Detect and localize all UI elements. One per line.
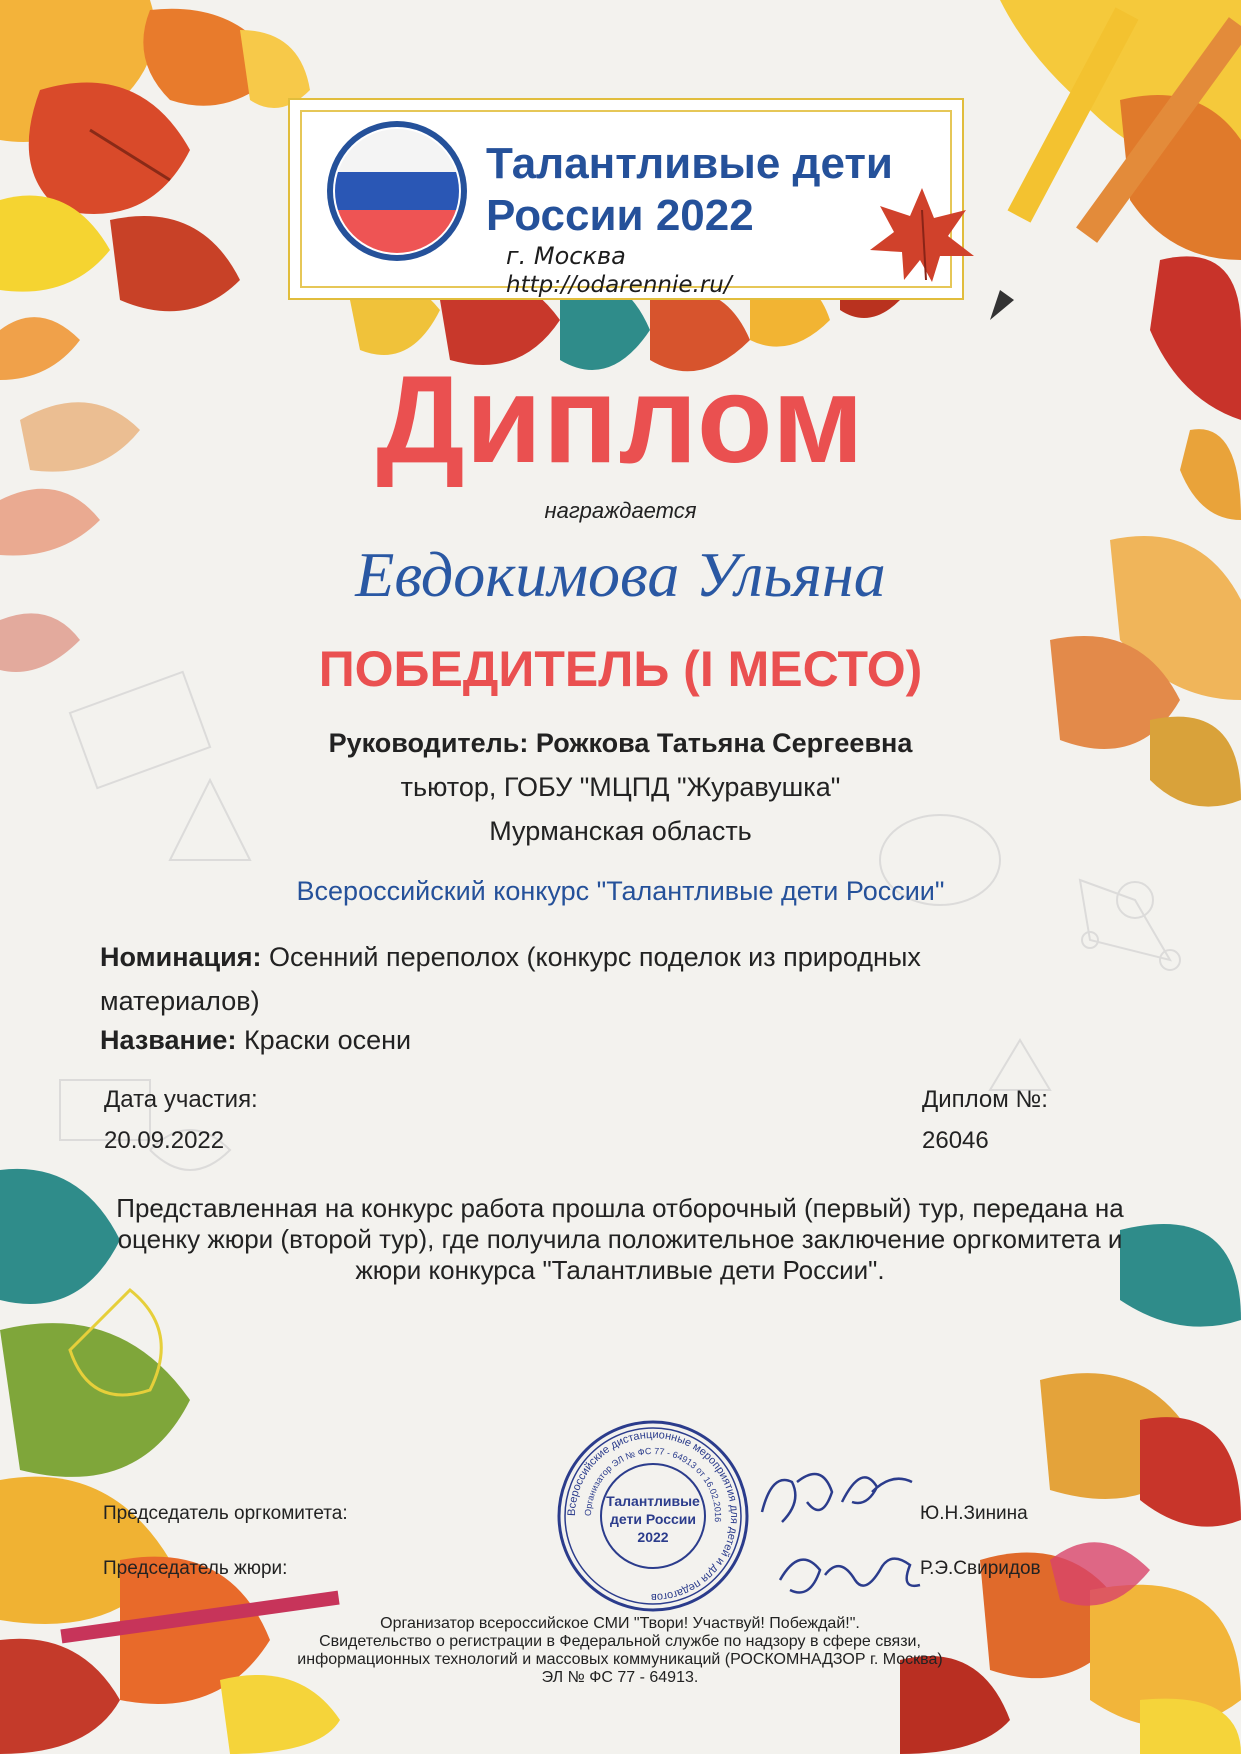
- stamp-center-line3: 2022: [637, 1529, 669, 1545]
- nomination-label: Номинация:: [100, 942, 262, 972]
- leader-region: Мурманская область: [489, 816, 752, 846]
- date-value: 20.09.2022: [104, 1127, 225, 1154]
- recipient-name: Евдокимова Ульяна: [355, 539, 886, 610]
- signature-jury: [770, 1540, 930, 1610]
- description-text: Представленная на конкурс работа прошла отборочный (первый) тур, передана на оценку жюри (второй тур), где получила положительное заключение оргкомитета и жюри конкурса "Талантливые дети России".: [116, 1193, 1124, 1285]
- chair-committee-label: Председатель оргкомитета:: [103, 1503, 348, 1524]
- stamp-inner-ring-text: Организатор ЭЛ № ФС 77 - 64913 от 16.02.2016: [582, 1445, 724, 1523]
- org-title-line2: России 2022: [486, 191, 754, 240]
- footer-line2: Свидетельство о регистрации в Федеральной службе по надзору в сфере связи,: [319, 1633, 921, 1650]
- work-title-value: Краски осени: [243, 1025, 412, 1055]
- stamp-seal: [555, 1418, 751, 1614]
- chair-jury-label: Председатель жюри:: [103, 1558, 288, 1579]
- footer-registration: [240, 1615, 1000, 1687]
- footer-line1: Организатор всероссийское СМИ "Твори! Участвуй! Побеждай!".: [380, 1615, 860, 1632]
- maple-leaf-icon: [862, 180, 982, 290]
- stamp-center-line1: Талантливые: [606, 1493, 700, 1509]
- date-label: Дата участия:: [104, 1086, 258, 1113]
- leader-line: Руководитель: Рожкова Татьяна Сергеевна: [328, 728, 913, 758]
- stamp-ring-text: Всероссийские дистанционные мероприятия для детей и для педагогов: [565, 1428, 741, 1604]
- org-title-line1: Талантливые дети: [486, 139, 893, 188]
- diploma-number-label: Диплом №:: [922, 1086, 1048, 1113]
- awarded-text: награждается: [544, 498, 697, 523]
- nomination-value: Осенний переполох (конкурс поделок из природных материалов): [100, 942, 921, 1016]
- footer-line3: информационных технологий и массовых коммуникаций (РОСКОМНАДЗОР г. Москва): [297, 1651, 943, 1668]
- org-city: г. Москва: [506, 242, 626, 270]
- work-title: [100, 1025, 411, 1056]
- nomination: [100, 935, 1020, 1023]
- diploma-title: Диплом: [376, 351, 865, 489]
- footer-line4: ЭЛ № ФС 77 - 64913.: [541, 1669, 699, 1686]
- russia-flag-logo-icon: [322, 116, 472, 266]
- chair-jury-name: Р.Э.Свиридов: [920, 1558, 1041, 1579]
- work-title-label: Название:: [100, 1025, 237, 1055]
- diploma-number-value: 26046: [922, 1127, 989, 1154]
- leader-position: тьютор, ГОБУ "МЦПД "Журавушка": [400, 772, 841, 802]
- place-title: ПОБЕДИТЕЛЬ (I МЕСТО): [318, 641, 923, 697]
- stamp-center-line2: дети России: [610, 1511, 696, 1527]
- org-site-link[interactable]: http://odarennie.ru/: [506, 272, 732, 298]
- chair-committee-name: Ю.Н.Зинина: [920, 1503, 1028, 1524]
- signature-committee: [752, 1452, 922, 1532]
- contest-name: Всероссийский конкурс "Талантливые дети России": [296, 876, 945, 906]
